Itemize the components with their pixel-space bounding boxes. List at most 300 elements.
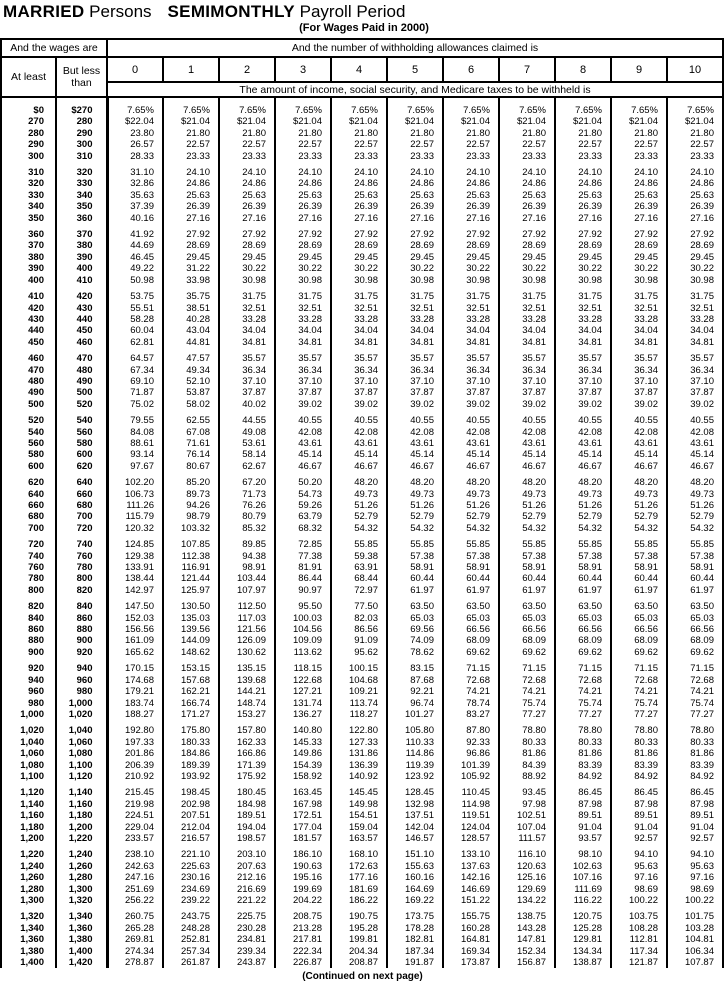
page-title [3,2,725,22]
tax-amount-cell: 7.65% [443,105,499,116]
allowance-col-8: 8 [555,57,611,82]
tax-amount-cell: 7.65% [107,105,163,116]
tax-amount-cell: 111.57 [499,833,555,844]
tax-amount-cell: 71.15 [555,663,611,674]
tax-amount-cell: 157.68 [163,675,219,686]
tax-amount-cell: 131.86 [331,748,387,759]
tax-amount-cell: 101.27 [387,709,443,720]
tax-amount-cell: 83.39 [611,760,667,771]
tax-amount-cell: 78.80 [667,725,723,736]
tax-amount-cell: 43.61 [275,438,331,449]
tax-amount-cell: 27.92 [611,229,667,240]
tax-amount-cell: 52.79 [331,511,387,522]
tax-amount-cell: 26.39 [443,201,499,212]
but-less-cell: 1,280 [56,872,107,883]
tax-amount-cell: 133.10 [443,849,499,860]
tax-amount-cell: 34.81 [443,337,499,348]
tax-amount-cell: 191.87 [387,957,443,968]
tax-amount-cell: 39.02 [387,399,443,410]
tax-amount-cell: 234.69 [163,884,219,895]
tax-amount-cell: 143.28 [499,923,555,934]
tax-amount-cell: 24.86 [443,178,499,189]
tax-amount-cell: 23.33 [555,151,611,162]
tax-amount-cell: 63.50 [667,601,723,612]
tax-amount-cell: 140.92 [331,771,387,782]
tax-amount-cell: 157.80 [219,725,275,736]
tax-amount-cell: 42.08 [667,427,723,438]
tax-amount-cell: 74.09 [387,635,443,646]
tax-amount-cell: 36.34 [499,365,555,376]
table-row [1,861,723,872]
tax-amount-cell: 60.44 [555,573,611,584]
tax-amount-cell: 34.04 [443,325,499,336]
table-row [1,500,723,511]
tax-amount-cell: 71.15 [499,663,555,674]
table-row [1,562,723,573]
tax-amount-cell: 36.34 [275,365,331,376]
but-less-cell: 1,060 [56,737,107,748]
tax-amount-cell: 24.86 [611,178,667,189]
tax-amount-cell: 57.38 [387,551,443,562]
tax-amount-cell: 153.27 [219,709,275,720]
tax-amount-cell: 32.51 [667,303,723,314]
tax-amount-cell: 95.62 [331,647,387,658]
tax-amount-cell: 51.26 [555,500,611,511]
tax-amount-cell: 27.92 [331,229,387,240]
tax-amount-cell: 32.51 [611,303,667,314]
tax-amount-cell: 107.85 [163,539,219,550]
table-row [1,415,723,426]
tax-amount-cell: 24.10 [555,167,611,178]
tax-amount-cell: 24.10 [163,167,219,178]
tax-amount-cell: 257.34 [163,946,219,957]
tax-amount-cell: 76.14 [163,449,219,460]
tax-amount-cell: 55.85 [443,539,499,550]
tax-amount-cell: 34.81 [275,337,331,348]
tax-amount-cell: 31.10 [107,167,163,178]
tax-amount-cell: 55.85 [387,539,443,550]
at-least-cell: 520 [1,415,56,426]
tax-amount-cell: 198.45 [163,787,219,798]
tax-amount-cell: 34.04 [611,325,667,336]
tax-amount-cell: 58.91 [667,562,723,573]
allowance-col-7: 7 [499,57,555,82]
tax-amount-cell: 34.81 [555,337,611,348]
at-least-cell: 1,080 [1,760,56,771]
table-row [1,884,723,895]
tax-amount-cell: 23.33 [611,151,667,162]
tax-amount-cell: 24.10 [331,167,387,178]
tax-amount-cell: 35.63 [107,190,163,201]
tax-amount-cell: 42.08 [443,427,499,438]
tax-amount-cell: 187.34 [387,946,443,957]
tax-amount-cell: 68.32 [275,523,331,534]
but-less-cell: 960 [56,675,107,686]
tax-amount-cell: 43.61 [331,438,387,449]
tax-amount-cell: 66.56 [667,624,723,635]
tax-amount-cell: 63.50 [443,601,499,612]
tax-amount-cell: 107.16 [555,872,611,883]
spacer-cell [387,97,443,105]
tax-amount-cell: 27.16 [667,213,723,224]
tax-amount-cell: 37.10 [555,376,611,387]
tax-amount-cell: 46.45 [107,252,163,263]
tax-amount-cell: 24.86 [163,178,219,189]
tax-amount-cell: 43.61 [499,438,555,449]
tax-amount-cell: 100.03 [275,613,331,624]
table-row [1,675,723,686]
tax-amount-cell: 34.04 [331,325,387,336]
tax-amount-cell: 68.09 [499,635,555,646]
tax-amount-cell: 197.33 [107,737,163,748]
table-body [1,97,723,968]
tax-amount-cell: $21.04 [667,116,723,127]
tax-amount-cell: 34.81 [667,337,723,348]
tax-amount-cell: 71.73 [219,489,275,500]
tax-amount-cell: 39.02 [331,399,387,410]
tax-amount-cell: 27.16 [555,213,611,224]
tax-amount-cell: 54.32 [331,523,387,534]
at-least-cell: 580 [1,449,56,460]
table-row [1,748,723,759]
tax-amount-cell: 93.14 [107,449,163,460]
tax-amount-cell: 30.22 [611,263,667,274]
tax-amount-cell: 151.10 [387,849,443,860]
tax-amount-cell: 39.02 [275,399,331,410]
at-least-cell: 450 [1,337,56,348]
tax-amount-cell: 37.87 [611,387,667,398]
but-less-cell: 1,160 [56,799,107,810]
but-less-cell: 480 [56,365,107,376]
tax-amount-cell: 60.44 [667,573,723,584]
tax-amount-cell: 98.69 [667,884,723,895]
tax-amount-cell: 65.03 [555,613,611,624]
tax-amount-cell: 78.80 [611,725,667,736]
tax-amount-cell: 30.22 [667,263,723,274]
tax-amount-cell: 51.26 [499,500,555,511]
table-row [1,923,723,934]
tax-amount-cell: 225.63 [163,861,219,872]
tax-amount-cell: 256.22 [107,895,163,906]
table-row [1,934,723,945]
tax-amount-cell: 51.26 [331,500,387,511]
tax-amount-cell: 148.74 [219,698,275,709]
tax-amount-cell: 130.62 [219,647,275,658]
tax-amount-cell: 34.04 [387,325,443,336]
tax-amount-cell: 121.44 [163,573,219,584]
table-row [1,539,723,550]
but-less-cell: 740 [56,539,107,550]
tax-amount-cell: 55.51 [107,303,163,314]
table-row [1,601,723,612]
tax-amount-cell: 29.45 [275,252,331,263]
tax-amount-cell: 57.38 [499,551,555,562]
tax-amount-cell: 229.04 [107,822,163,833]
tax-amount-cell: 48.20 [555,477,611,488]
at-least-cell: 1,160 [1,810,56,821]
tax-amount-cell: 95.50 [275,601,331,612]
tax-amount-cell: 27.92 [163,229,219,240]
tax-amount-cell: 31.75 [667,291,723,302]
tax-amount-cell: 32.51 [555,303,611,314]
tax-amount-cell: 184.86 [163,748,219,759]
tax-amount-cell: 37.87 [331,387,387,398]
at-least-cell: 460 [1,353,56,364]
tax-amount-cell: 252.81 [163,934,219,945]
tax-amount-cell: 101.75 [667,911,723,922]
tax-amount-cell: 48.20 [499,477,555,488]
tax-amount-cell: 62.81 [107,337,163,348]
tax-amount-cell: 206.39 [107,760,163,771]
tax-amount-cell: 170.15 [107,663,163,674]
tax-amount-cell: 122.80 [331,725,387,736]
tax-amount-cell: 24.86 [555,178,611,189]
tax-amount-cell: 112.50 [219,601,275,612]
tax-amount-cell: 74.21 [555,686,611,697]
tax-amount-cell: 145.45 [331,787,387,798]
tax-amount-cell: 84.08 [107,427,163,438]
tax-amount-cell: 24.10 [387,167,443,178]
tax-amount-cell: 31.75 [555,291,611,302]
tax-amount-cell: 145.33 [275,737,331,748]
tax-amount-cell: 105.92 [443,771,499,782]
tax-amount-cell: 54.73 [275,489,331,500]
tax-amount-cell: 117.03 [219,613,275,624]
tax-amount-cell: 230.28 [219,923,275,934]
tax-amount-cell: 35.57 [555,353,611,364]
tax-amount-cell: 102.63 [555,861,611,872]
tax-amount-cell: 25.63 [331,190,387,201]
tax-amount-cell: 39.02 [667,399,723,410]
tax-amount-cell: 113.62 [275,647,331,658]
tax-amount-cell: 75.74 [611,698,667,709]
tax-amount-cell: 208.75 [275,911,331,922]
tax-amount-cell: 33.98 [163,275,219,286]
tax-amount-cell: 159.04 [331,822,387,833]
tax-amount-cell: 29.45 [219,252,275,263]
but-less-cell: 1,020 [56,709,107,720]
tax-amount-cell: 233.57 [107,833,163,844]
tax-amount-cell: 72.68 [555,675,611,686]
tax-amount-cell: 54.32 [667,523,723,534]
at-least-cell: 1,200 [1,833,56,844]
tax-amount-cell: 55.85 [331,539,387,550]
tax-amount-cell: 22.57 [443,139,499,150]
but-less-cell: 520 [56,399,107,410]
tax-amount-cell: 86.56 [331,624,387,635]
but-less-cell: 1,100 [56,760,107,771]
tax-amount-cell: 23.33 [275,151,331,162]
but-less-cell: 540 [56,415,107,426]
tax-amount-cell: 31.75 [611,291,667,302]
tax-amount-cell: 154.51 [331,810,387,821]
table-row [1,799,723,810]
tax-amount-cell: 72.97 [331,585,387,596]
tax-amount-cell: 22.57 [555,139,611,150]
spacer-cell [275,97,331,105]
table-header [1,39,723,97]
tax-amount-cell: 62.67 [219,461,275,472]
tax-amount-cell: 180.33 [163,737,219,748]
tax-amount-cell: 136.27 [275,709,331,720]
tax-amount-cell: 238.10 [107,849,163,860]
at-least-cell: 1,180 [1,822,56,833]
tax-amount-cell: 57.38 [611,551,667,562]
table-row [1,190,723,201]
tax-amount-cell: 36.34 [555,365,611,376]
tax-amount-cell: 30.22 [443,263,499,274]
tax-amount-cell: 135.15 [219,663,275,674]
tax-amount-cell: 42.08 [387,427,443,438]
tax-amount-cell: 165.62 [107,647,163,658]
table-row [1,275,723,286]
tax-amount-cell: 54.32 [499,523,555,534]
tax-amount-cell: 37.10 [275,376,331,387]
tax-amount-cell: 129.69 [499,884,555,895]
tax-amount-cell: 24.86 [387,178,443,189]
tax-amount-cell: 61.97 [499,585,555,596]
tax-amount-cell: 137.51 [387,810,443,821]
tax-amount-cell: 81.86 [611,748,667,759]
tax-amount-cell: 53.75 [107,291,163,302]
tax-amount-cell: 66.56 [443,624,499,635]
tax-amount-cell: 54.32 [611,523,667,534]
at-least-cell: 620 [1,477,56,488]
tax-amount-cell: 112.38 [163,551,219,562]
tax-amount-cell: 128.57 [443,833,499,844]
spacer-cell [443,97,499,105]
tax-amount-cell: 216.57 [163,833,219,844]
tax-amount-cell: 33.28 [611,314,667,325]
tax-amount-cell: 146.57 [387,833,443,844]
tax-amount-cell: 37.87 [275,387,331,398]
title-persons: Persons [89,2,152,21]
tax-amount-cell: 52.79 [555,511,611,522]
table-row [1,613,723,624]
tax-amount-cell: 37.10 [443,376,499,387]
tax-amount-cell: 22.57 [163,139,219,150]
tax-amount-cell: 104.81 [667,934,723,945]
title-married: MARRIED [3,2,85,21]
tax-amount-cell: 72.68 [667,675,723,686]
tax-amount-cell: 118.27 [331,709,387,720]
tax-amount-cell: 109.09 [275,635,331,646]
table-row [1,427,723,438]
but-less-cell: 620 [56,461,107,472]
at-least-cell: 1,040 [1,737,56,748]
at-least-cell: 1,060 [1,748,56,759]
tax-amount-cell: 65.03 [667,613,723,624]
table-row [1,167,723,178]
tax-amount-cell: 54.32 [443,523,499,534]
tax-amount-cell: 45.14 [611,449,667,460]
but-less-cell: 1,320 [56,895,107,906]
tax-amount-cell: 110.45 [443,787,499,798]
at-least-cell: 1,320 [1,911,56,922]
tax-amount-cell: 42.08 [611,427,667,438]
tax-amount-cell: 37.10 [611,376,667,387]
table-row [1,698,723,709]
continued-footer: (Continued on next page) [302,971,423,983]
tax-amount-cell: 23.33 [499,151,555,162]
at-least-cell: 700 [1,523,56,534]
allowance-col-2: 2 [219,57,275,82]
table-row [1,760,723,771]
tax-amount-cell: 22.57 [219,139,275,150]
tax-amount-cell: 51.26 [667,500,723,511]
at-least-cell: 420 [1,303,56,314]
tax-amount-cell: 29.45 [163,252,219,263]
tax-amount-cell: 58.91 [499,562,555,573]
tax-amount-cell: 30.98 [443,275,499,286]
tax-amount-cell: 30.98 [275,275,331,286]
tax-amount-cell: 22.57 [275,139,331,150]
tax-amount-cell: 71.61 [163,438,219,449]
tax-amount-cell: 7.65% [387,105,443,116]
tax-amount-cell: 161.09 [107,635,163,646]
tax-amount-cell: 155.63 [387,861,443,872]
table-row [1,551,723,562]
at-least-cell: 500 [1,399,56,410]
tax-amount-cell: 28.69 [443,240,499,251]
tax-amount-cell: 24.86 [499,178,555,189]
tax-amount-cell: 45.14 [667,449,723,460]
allowance-col-4: 4 [331,57,387,82]
tax-amount-cell: 146.69 [443,884,499,895]
tax-amount-cell: 28.69 [219,240,275,251]
tax-amount-cell: 43.61 [667,438,723,449]
tax-amount-cell: 61.97 [387,585,443,596]
tax-amount-cell: 116.22 [555,895,611,906]
tax-amount-cell: 31.75 [499,291,555,302]
tax-amount-cell: 274.34 [107,946,163,957]
tax-amount-cell: 60.44 [443,573,499,584]
spacer-cell [555,97,611,105]
but-less-cell: 860 [56,613,107,624]
table-row [1,511,723,522]
table-row [1,105,723,116]
tax-amount-cell: 28.69 [387,240,443,251]
tax-amount-cell: 91.09 [331,635,387,646]
tax-amount-cell: 60.44 [611,573,667,584]
but-less-cell: 330 [56,178,107,189]
table-row [1,213,723,224]
tax-amount-cell: 138.44 [107,573,163,584]
tax-amount-cell: 63.50 [499,601,555,612]
tax-amount-cell: 33.28 [443,314,499,325]
tax-amount-cell: 182.81 [387,934,443,945]
tax-amount-cell: 119.39 [387,760,443,771]
tax-amount-cell: 37.10 [219,376,275,387]
tax-amount-cell: 30.98 [331,275,387,286]
tax-amount-cell: 78.74 [443,698,499,709]
tax-amount-cell: 142.16 [443,872,499,883]
tax-amount-cell: 42.08 [555,427,611,438]
table-row [1,399,723,410]
table-row [1,635,723,646]
table-row [1,240,723,251]
tax-amount-cell: 181.57 [275,833,331,844]
allowances-header: And the number of withholding allowances claimed is [107,39,723,57]
at-least-cell: 540 [1,427,56,438]
tax-amount-cell: 103.75 [611,911,667,922]
allowance-col-5: 5 [387,57,443,82]
tax-amount-cell: 114.86 [387,748,443,759]
tax-amount-cell: 43.61 [387,438,443,449]
tax-amount-cell: 26.39 [387,201,443,212]
but-less-cell: 580 [56,438,107,449]
at-least-cell: 1,220 [1,849,56,860]
